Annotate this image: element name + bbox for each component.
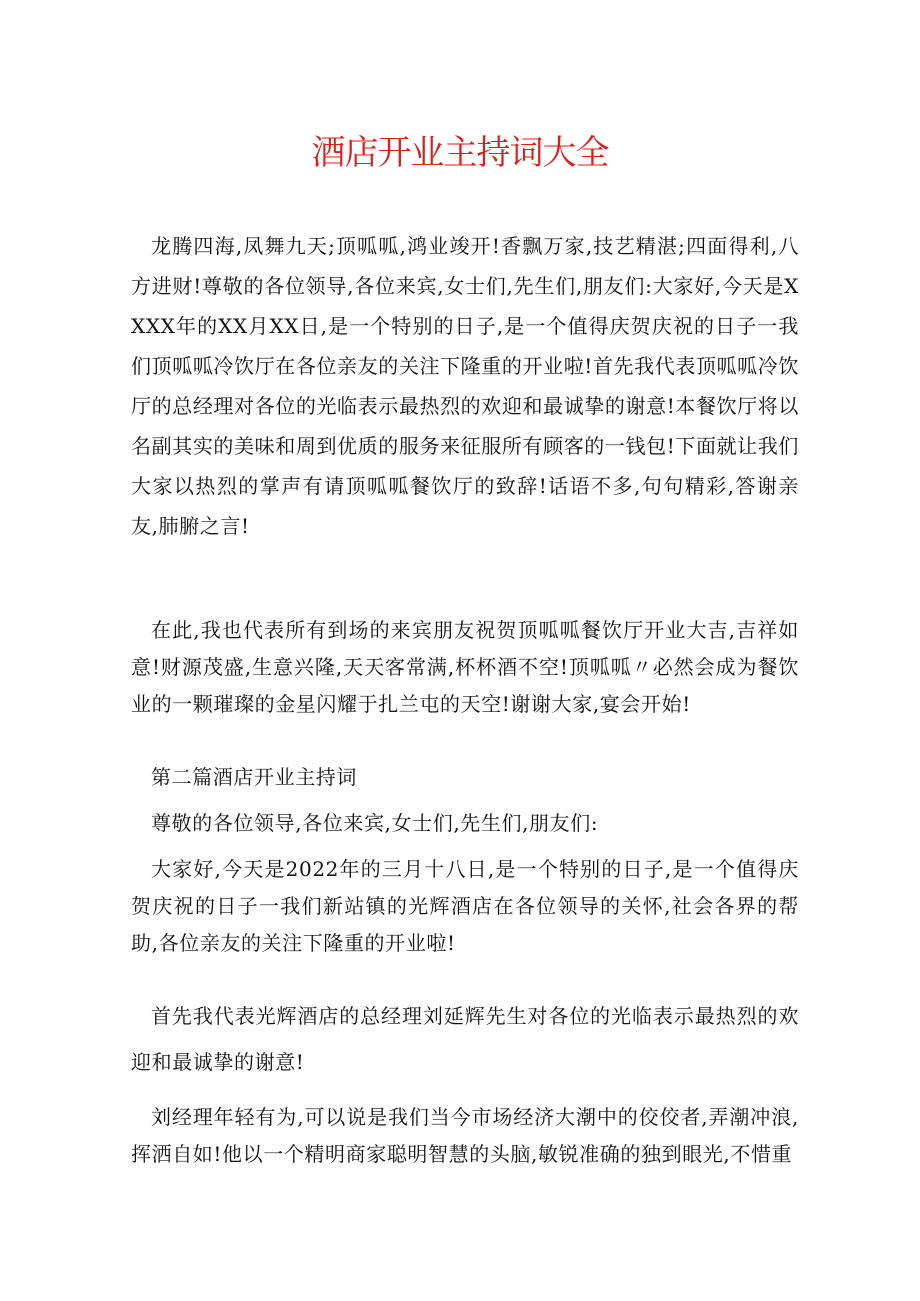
paragraph-date: 大家好,今天是2022年的三月十八日,是一个特别的日子,是一个值得庆贺庆祝的日子一我们新站镇的光辉酒店在各位领导的关怀,社会各界的帮助,各位亲友的关注下隆重的开业啦! [131, 857, 799, 955]
document-title: 酒店开业主持词大全 [311, 133, 609, 173]
paragraph-section-heading: 第二篇酒店开业主持词 [151, 765, 357, 789]
paragraph-greeting: 尊敬的各位领导,各位来宾,女士们,先生们,朋友们: [151, 811, 599, 835]
paragraph-blessing: 在此,我也代表所有到场的来宾朋友祝贺顶呱呱餐饮厅开业大吉,吉祥如意!财源茂盛,生意兴隆,天天客常满,杯杯酒不空!顶呱呱〃必然会成为餐饮业的一颗璀璨的金星闪耀于扎兰屯的天空!谢谢大家,宴会开始! [131, 618, 799, 716]
paragraph-thanks: 首先我代表光辉酒店的总经理刘延辉先生对各位的光临表示最热烈的欢迎和最诚挚的谢意! [131, 1004, 799, 1074]
paragraph-manager: 刘经理年轻有为,可以说是我们当今市场经济大潮中的佼佼者,弄潮冲浪,挥洒自如!他以一个精明商家聪明智慧的头脑,敏锐准确的独到眼光,不惜重 [131, 1105, 799, 1166]
paragraph-opening: 龙腾四海,凤舞九天;顶呱呱,鸿业竣开!香飘万家,技艺精湛;四面得利,八方进财!尊敬的各位领导,各位来宾,女士们,先生们,朋友们:大家好,今天是XXXX年的XX月XX日,是一个特别的日子,是一个值得庆贺庆祝的日子一我们顶呱呱冷饮厅在各位亲友的关注下隆重的开业啦!首先我代表顶呱呱冷饮厅的总经理对各位的光临表示最热烈的欢迎和最诚挚的谢意!本餐饮厅将以名副其实的美味和周到优质的服务来征服所有顾客的一钱包!下面就让我们大家以热烈的掌声有请顶呱呱餐饮厅的致辞!话语不多,句句精彩,答谢亲友,肺腑之言! [131, 234, 799, 538]
